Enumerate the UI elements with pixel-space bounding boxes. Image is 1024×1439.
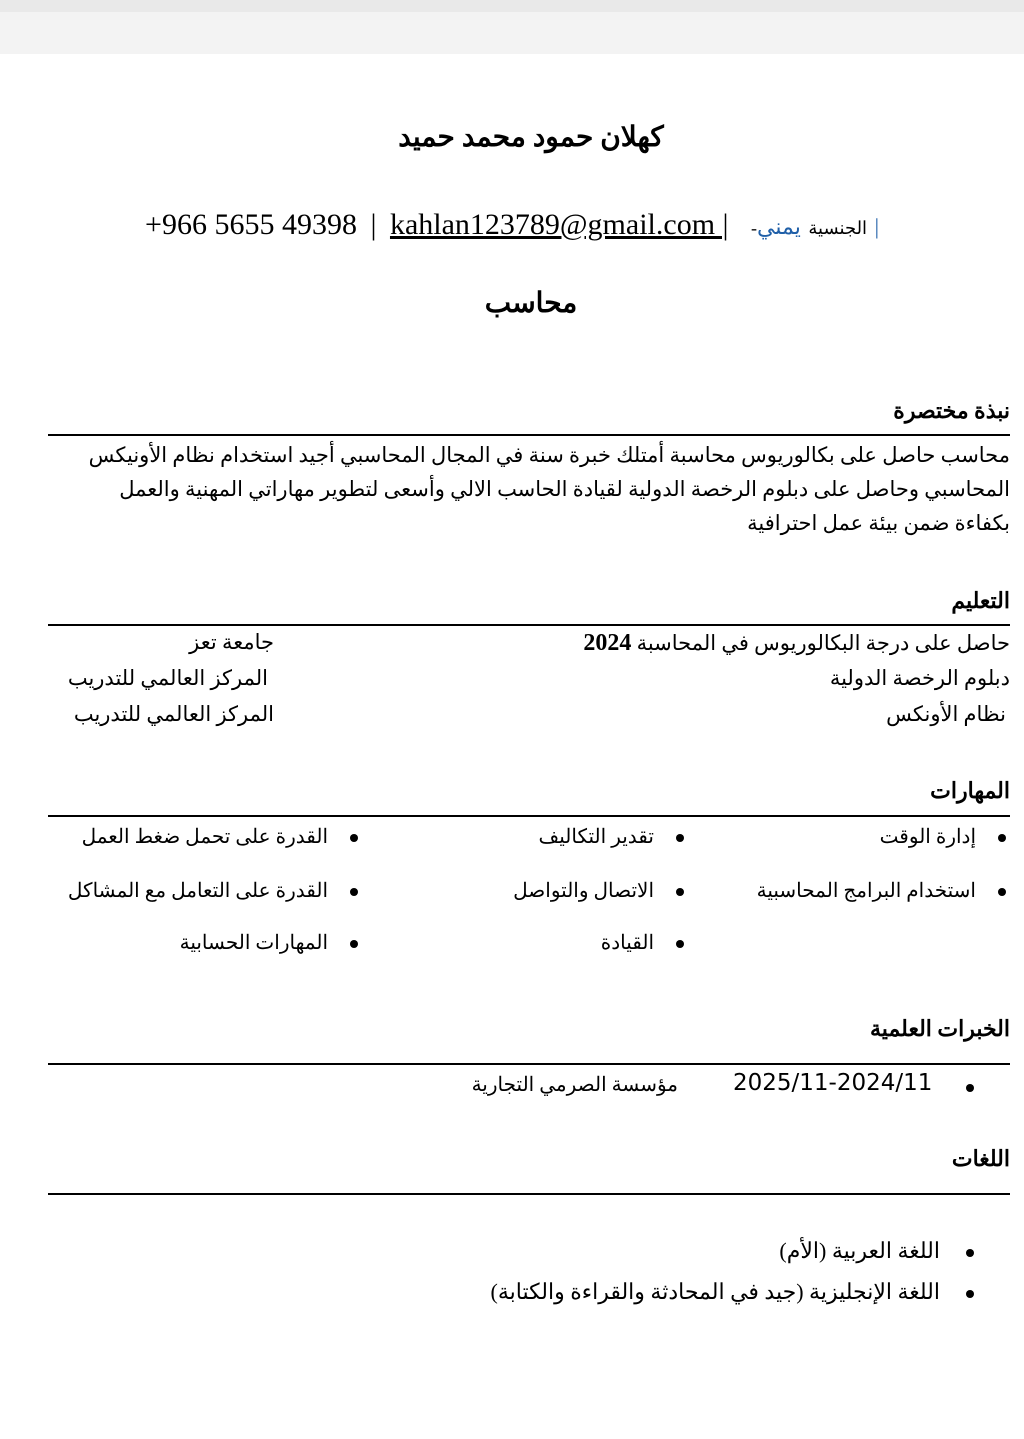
nationality-label: -الجنسية bbox=[751, 218, 868, 238]
experience-bullet bbox=[944, 1076, 974, 1099]
skill-item: الاتصال والتواصل bbox=[513, 878, 684, 903]
bullet-icon bbox=[676, 940, 684, 948]
job-title: محاسب bbox=[484, 288, 578, 319]
bullet-icon bbox=[350, 834, 358, 842]
language-item: اللغة العربية (الأم) bbox=[779, 1238, 974, 1264]
bullet-icon bbox=[966, 1084, 974, 1092]
bullet-icon bbox=[676, 834, 684, 842]
education-institution: جامعة تعز bbox=[189, 630, 274, 654]
bullet-icon bbox=[998, 888, 1006, 896]
viewer-top-bar bbox=[0, 0, 1024, 54]
summary-heading: نبذة مختصرة bbox=[893, 398, 1010, 423]
summary-divider bbox=[48, 434, 1010, 436]
skill-item: القدرة على التعامل مع المشاكل bbox=[68, 878, 358, 903]
contact-separator: | bbox=[370, 208, 377, 241]
skill-item: تقدير التكاليف bbox=[539, 824, 684, 849]
education-degree: نظام الأونكس bbox=[886, 702, 1006, 726]
languages-heading: اللغات bbox=[951, 1146, 1010, 1171]
skill-item: القيادة bbox=[601, 930, 684, 955]
skill-item: المهارات الحسابية bbox=[180, 930, 358, 955]
nationality-separator: | bbox=[874, 214, 879, 239]
skill-item: استخدام البرامج المحاسبية bbox=[757, 878, 1006, 903]
resume-page bbox=[0, 54, 1024, 1439]
languages-divider bbox=[48, 1193, 1010, 1195]
bullet-icon bbox=[350, 888, 358, 896]
skill-item: القدرة على تحمل ضغط العمل bbox=[82, 824, 358, 849]
education-divider bbox=[48, 624, 1010, 626]
education-heading: التعليم bbox=[951, 588, 1010, 613]
experience-heading: الخبرات العلمية bbox=[870, 1016, 1010, 1041]
experience-divider bbox=[48, 1063, 1010, 1065]
skills-divider bbox=[48, 815, 1010, 817]
phone-number: +966 5655 49398 bbox=[145, 208, 357, 241]
bullet-icon bbox=[350, 940, 358, 948]
skill-item: إدارة الوقت bbox=[880, 824, 1006, 849]
education-year: 2024 bbox=[583, 630, 632, 656]
bullet-icon bbox=[998, 834, 1006, 842]
nationality-value: يمني bbox=[757, 214, 801, 239]
contact-line bbox=[0, 208, 1024, 242]
language-item: اللغة الإنجليزية (جيد في المحادثة والقراءة والكتابة) bbox=[491, 1279, 974, 1305]
experience-period: 2025/11-2024/11 bbox=[733, 1070, 933, 1096]
education-degree: حاصل على درجة البكالوريوس في المحاسبة 2024 bbox=[583, 630, 1010, 656]
email-link[interactable]: kahlan123789@gmail.com | bbox=[389, 208, 729, 241]
bullet-icon bbox=[676, 888, 684, 896]
summary-text: محاسب حاصل على بكالوريوس محاسبة أمتلك خبرة سنة في المجال المحاسبي أجيد استخدام نظام الأونيكس المحاسبي وحاصل على دبلوم الرخصة الدولية لقيادة الحاسب الالي وأسعى لتطوير مهاراتي المهنية والعمل بكفاءة ضمن بيئة عمل احترافية bbox=[88, 443, 1010, 535]
experience-company: مؤسسة الصرمي التجارية bbox=[471, 1074, 678, 1096]
education-institution: المركز العالمي للتدريب bbox=[67, 666, 268, 690]
education-degree: دبلوم الرخصة الدولية bbox=[829, 666, 1010, 690]
applicant-name: كهلان حمود محمد حميد bbox=[398, 122, 664, 153]
education-institution: المركز العالمي للتدريب bbox=[73, 702, 274, 726]
bullet-icon bbox=[966, 1249, 974, 1257]
bullet-icon bbox=[966, 1290, 974, 1298]
skills-heading: المهارات bbox=[930, 778, 1010, 803]
